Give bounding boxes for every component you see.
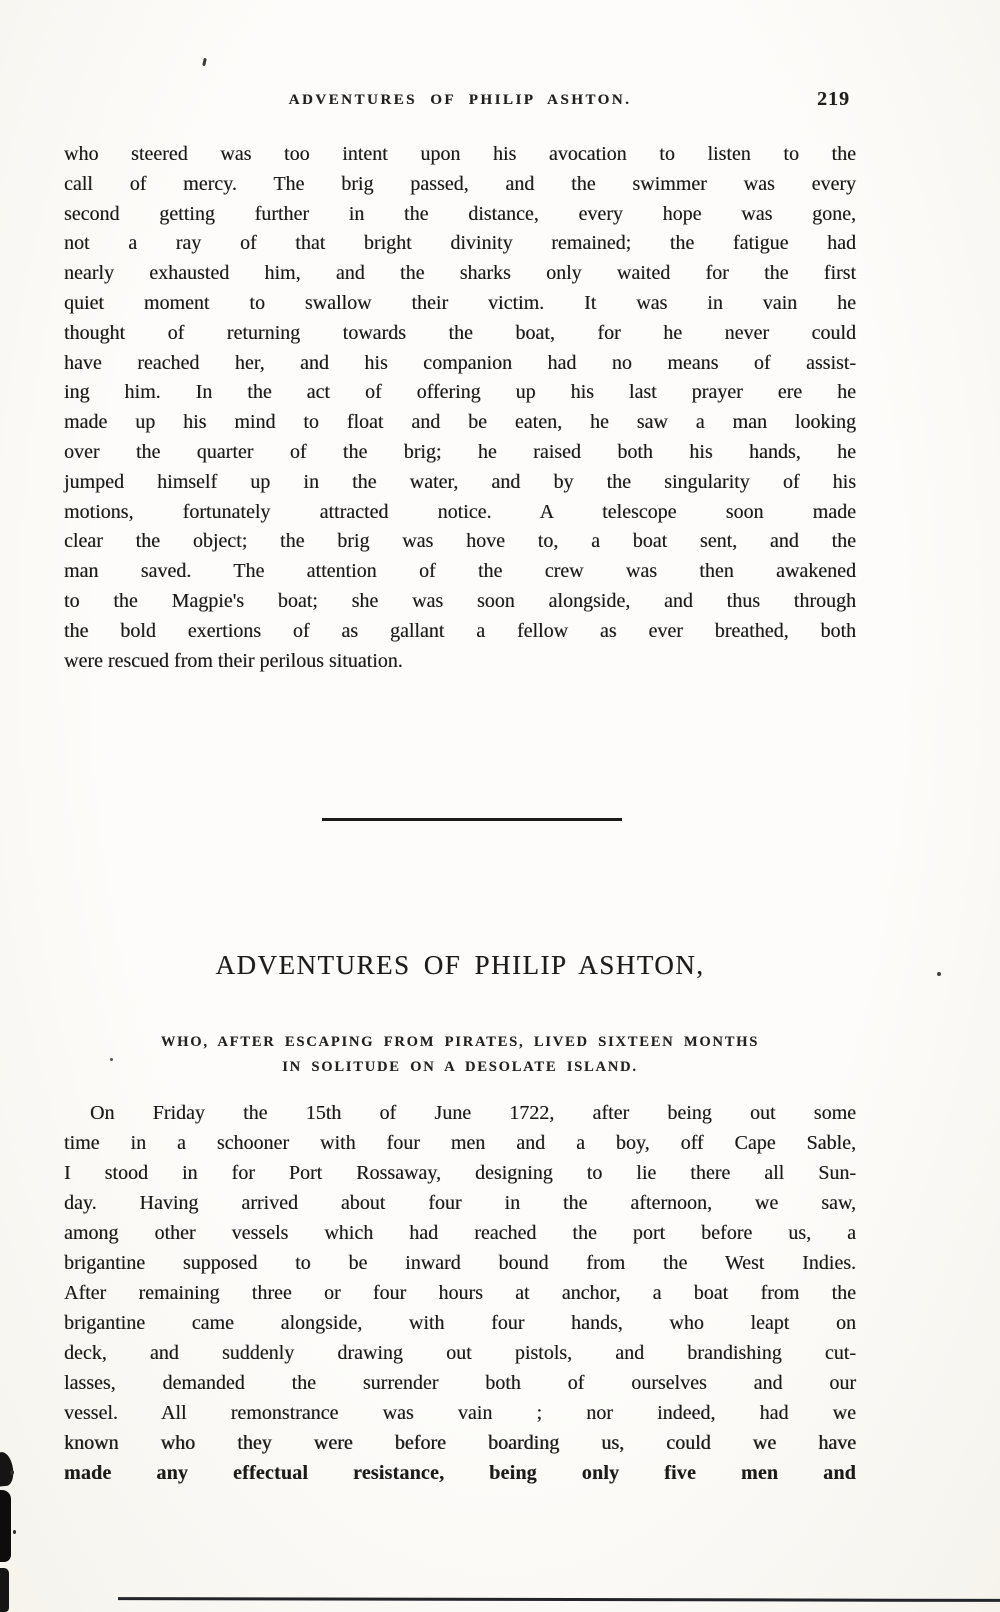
text-line: ing him. In the act of offering up his last prayer ere he bbox=[64, 381, 856, 404]
text-line: made any effectual resistance, being only five men and bbox=[64, 1462, 856, 1484]
chapter-subtitle bbox=[64, 1030, 856, 1080]
chapter-subtitle-line1: WHO, AFTER ESCAPING FROM PIRATES, LIVED SIXTEEN MONTHS bbox=[160, 1034, 760, 1050]
text-line: the bold exertions of as gallant a fellow as ever breathed, both bbox=[64, 619, 856, 642]
text-line: have reached her, and his companion had no means of assist- bbox=[64, 351, 856, 374]
chapter-title: ADVENTURES OF PHILIP ASHTON, bbox=[215, 950, 705, 980]
text-line: brigantine came alongside, with four hands, who leapt on bbox=[64, 1312, 856, 1334]
text-line: jumped himself up in the water, and by the singularity of his bbox=[64, 470, 856, 493]
text-line: clear the object; the brig was hove to, a boat sent, and the bbox=[64, 530, 856, 553]
text-line: over the quarter of the brig; he raised both his hands, he bbox=[64, 440, 856, 463]
text-line: among other vessels which had reached the port before us, a bbox=[64, 1222, 856, 1244]
text-line: lasses, demanded the surrender both of ourselves and our bbox=[64, 1372, 856, 1394]
text-line: who steered was too intent upon his avocation to listen to the bbox=[64, 143, 856, 165]
text-line: On Friday the 15th of June 1722, after being out some bbox=[90, 1102, 856, 1124]
text-line: thought of returning towards the boat, for he never could bbox=[64, 321, 856, 344]
text-line: day. Having arrived about four in the afternoon, we saw, bbox=[64, 1192, 856, 1214]
scan-artifact-ink-blob bbox=[0, 1568, 9, 1612]
text-line: motions, fortunately attracted notice. A telescope soon made bbox=[64, 500, 856, 523]
paragraph-continuation bbox=[64, 140, 856, 676]
text-line: were rescued from their perilous situation. bbox=[64, 649, 403, 672]
page-content bbox=[64, 0, 856, 1612]
scan-artifact-dot bbox=[110, 1058, 113, 1061]
scan-artifact-speck bbox=[13, 1530, 16, 1534]
text-line: call of mercy. The brig passed, and the swimmer was every bbox=[64, 172, 856, 195]
scan-artifact-speck bbox=[10, 1470, 14, 1475]
text-line: made up his mind to float and be eaten, he saw a man looking bbox=[64, 411, 856, 434]
section-divider-rule bbox=[322, 818, 622, 821]
text-line: After remaining three or four hours at anchor, a boat from the bbox=[64, 1282, 856, 1304]
text-line: not a ray of that bright divinity remained; the fatigue had bbox=[64, 232, 856, 255]
page-number: 219 bbox=[817, 88, 850, 110]
text-line: known who they were before boarding us, could we have bbox=[64, 1432, 856, 1454]
text-line: time in a schooner with four men and a boy, off Cape Sable, bbox=[64, 1132, 856, 1154]
scan-artifact-ink-blob bbox=[0, 1490, 11, 1562]
text-line: quiet moment to swallow their victim. It was in vain he bbox=[64, 291, 856, 314]
running-header-title: ADVENTURES OF PHILIP ASHTON. bbox=[288, 92, 632, 108]
text-line: man saved. The attention of the crew was then awakened bbox=[64, 560, 856, 583]
text-line: I stood in for Port Rossaway, designing to lie there all Sun- bbox=[64, 1162, 856, 1184]
running-header bbox=[64, 88, 856, 110]
chapter-subtitle-line2: IN SOLITUDE ON A DESOLATE ISLAND. bbox=[282, 1059, 638, 1075]
text-line: second getting further in the distance, every hope was gone, bbox=[64, 202, 856, 225]
text-line: to the Magpie's boat; she was soon alongside, and thus through bbox=[64, 589, 856, 612]
text-line: nearly exhausted him, and the sharks only waited for the first bbox=[64, 262, 856, 285]
scan-artifact-dot bbox=[937, 972, 941, 976]
text-line: brigantine supposed to be inward bound from the West Indies. bbox=[64, 1252, 856, 1274]
text-line: vessel. All remonstrance was vain ; nor indeed, had we bbox=[64, 1402, 856, 1424]
chapter-opening-paragraph bbox=[64, 1098, 856, 1488]
text-line: deck, and suddenly drawing out pistols, and brandishing cut- bbox=[64, 1342, 856, 1364]
scan-artifact-ink-blob bbox=[0, 1451, 15, 1487]
